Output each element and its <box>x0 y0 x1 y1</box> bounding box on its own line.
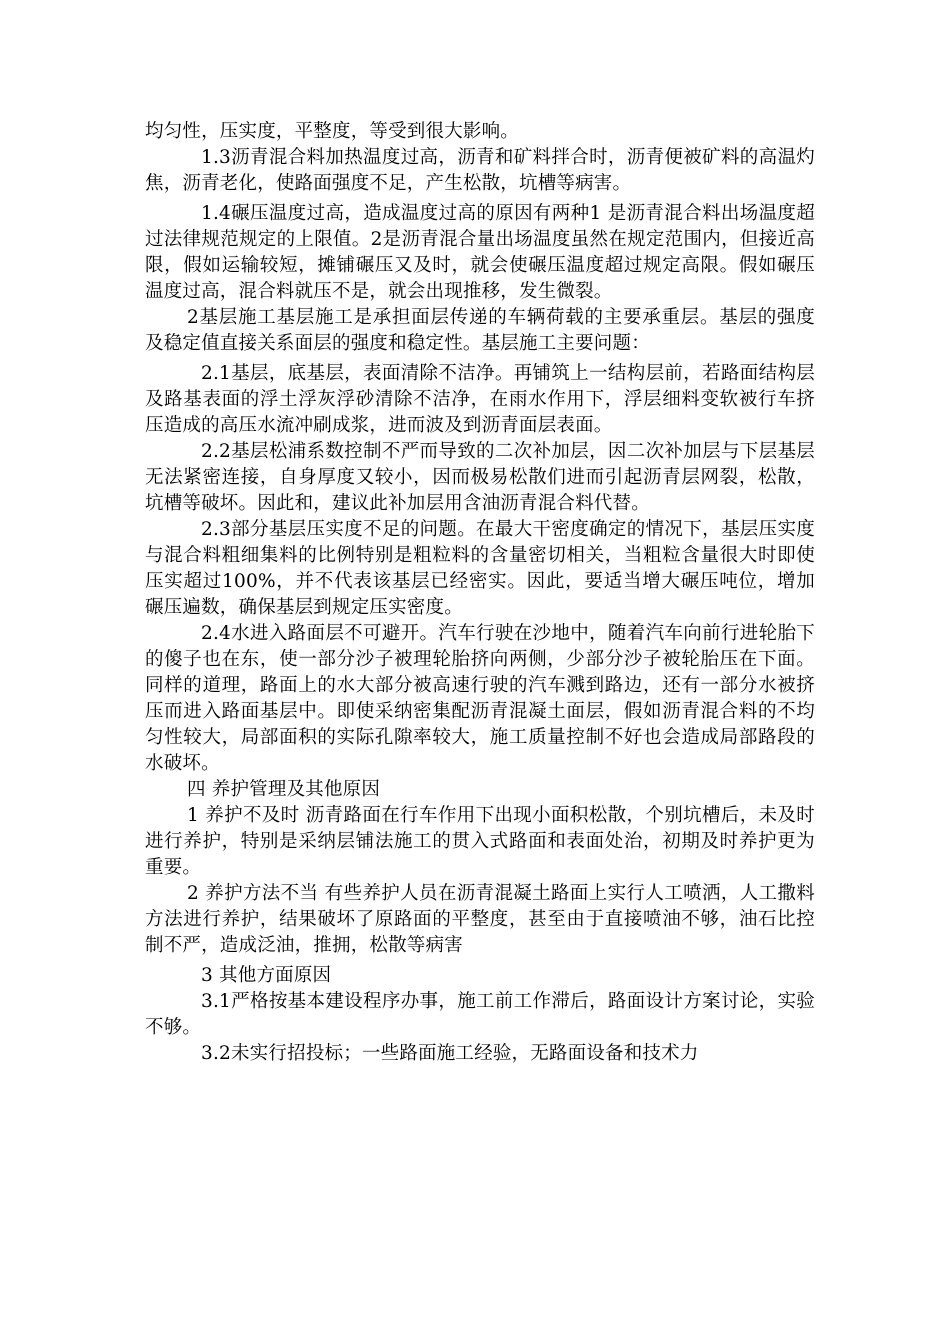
paragraph: 2.2基层松浦系数控制不严而导致的二次补加层，因二次补加层与下层基层无法紧密连接，自身厚度又较小，因而极易松散们进而引起沥青层网裂，松散，坑槽等破坏。因此和，建议此补加层用含油沥青混合料代替。 <box>145 441 815 514</box>
section-heading: 四 养护管理及其他原因 <box>187 779 381 800</box>
paragraph: 2.1基层，底基层，表面清除不洁净。再铺筑上一结构层前，若路面结构层及路基表面的浮土浮灰浮砂清除不洁净，在雨水作用下，浮层细料变软被行车挤压造成的高压水流冲刷成浆，进而波及到沥青面层表面。 <box>145 363 815 436</box>
paragraph: 均匀性，压实度，平整度，等受到很大影响。 <box>145 121 520 142</box>
paragraph: 3.1严格按基本建设程序办事，施工前工作滞后，路面设计方案讨论，实验不够。 <box>145 991 815 1038</box>
paragraph: 2基层施工基层施工是承担面层传递的车辆荷载的主要承重层。基层的强度及稳定值直接关系面层的强度和稳定性。基层施工主要问题： <box>145 307 815 354</box>
paragraph: 2 养护方法不当 有些养护人员在沥青混凝土路面上实行人工喷洒，人工撒料方法进行养护，结果破坏了原路面的平整度，甚至由于直接喷油不够，油石比控制不严，造成泛油，推拥，松散等病害 <box>145 883 815 956</box>
paragraph: 1.3沥青混合料加热温度过高，沥青和矿料拌合时，沥青便被矿料的高温灼焦，沥青老化，使路面强度不足，产生松散，坑槽等病害。 <box>145 147 815 194</box>
document-body <box>145 119 815 1067</box>
paragraph: 1 养护不及时 沥青路面在行车作用下出现小面积松散，个别坑槽后，未及时进行养护，特别是采纳层铺法施工的贯入式路面和表面处治，初期及时养护更为重要。 <box>145 805 815 878</box>
subsection-heading: 3 其他方面原因 <box>201 965 332 986</box>
paragraph: 1.4碾压温度过高，造成温度过高的原因有两种1 是沥青混合料出场温度超过法律规范规定的上限值。2是沥青混合量出场温度虽然在规定范围内，但接近高限，假如运输较短，摊铺碾压又及时，就会使碾压温度超过规定高限。假如碾压温度过高，混合料就压不是，就会出现推移，发生微裂。 <box>145 203 815 302</box>
paragraph: 2.4水进入路面层不可避开。汽车行驶在沙地中，随着汽车向前行进轮胎下的傻子也在东，使一部分沙子被理轮胎挤向两侧，少部分沙子被轮胎压在下面。同样的道理，路面上的水大部分被高速行驶的汽车溅到路边，还有一部分水被挤压而进入路面基层中。即使采纳密集配沥青混凝土面层，假如沥青混合料的不均匀性较大，局部面积的实际孔隙率较大，施工质量控制不好也会造成局部路段的水破坏。 <box>145 623 815 774</box>
paragraph: 3.2未实行招投标；一些路面施工经验，无路面设备和技术力 <box>201 1043 699 1064</box>
paragraph: 2.3部分基层压实度不足的问题。在最大干密度确定的情况下，基层压实度与混合料粗细集料的比例特别是粗粒料的含量密切相关，当粗粒含量很大时即使压实超过100%，并不代表该基层已经密实。因此，要适当增大碾压吨位，增加碾压遍数，确保基层到规定压实密度。 <box>145 519 815 618</box>
